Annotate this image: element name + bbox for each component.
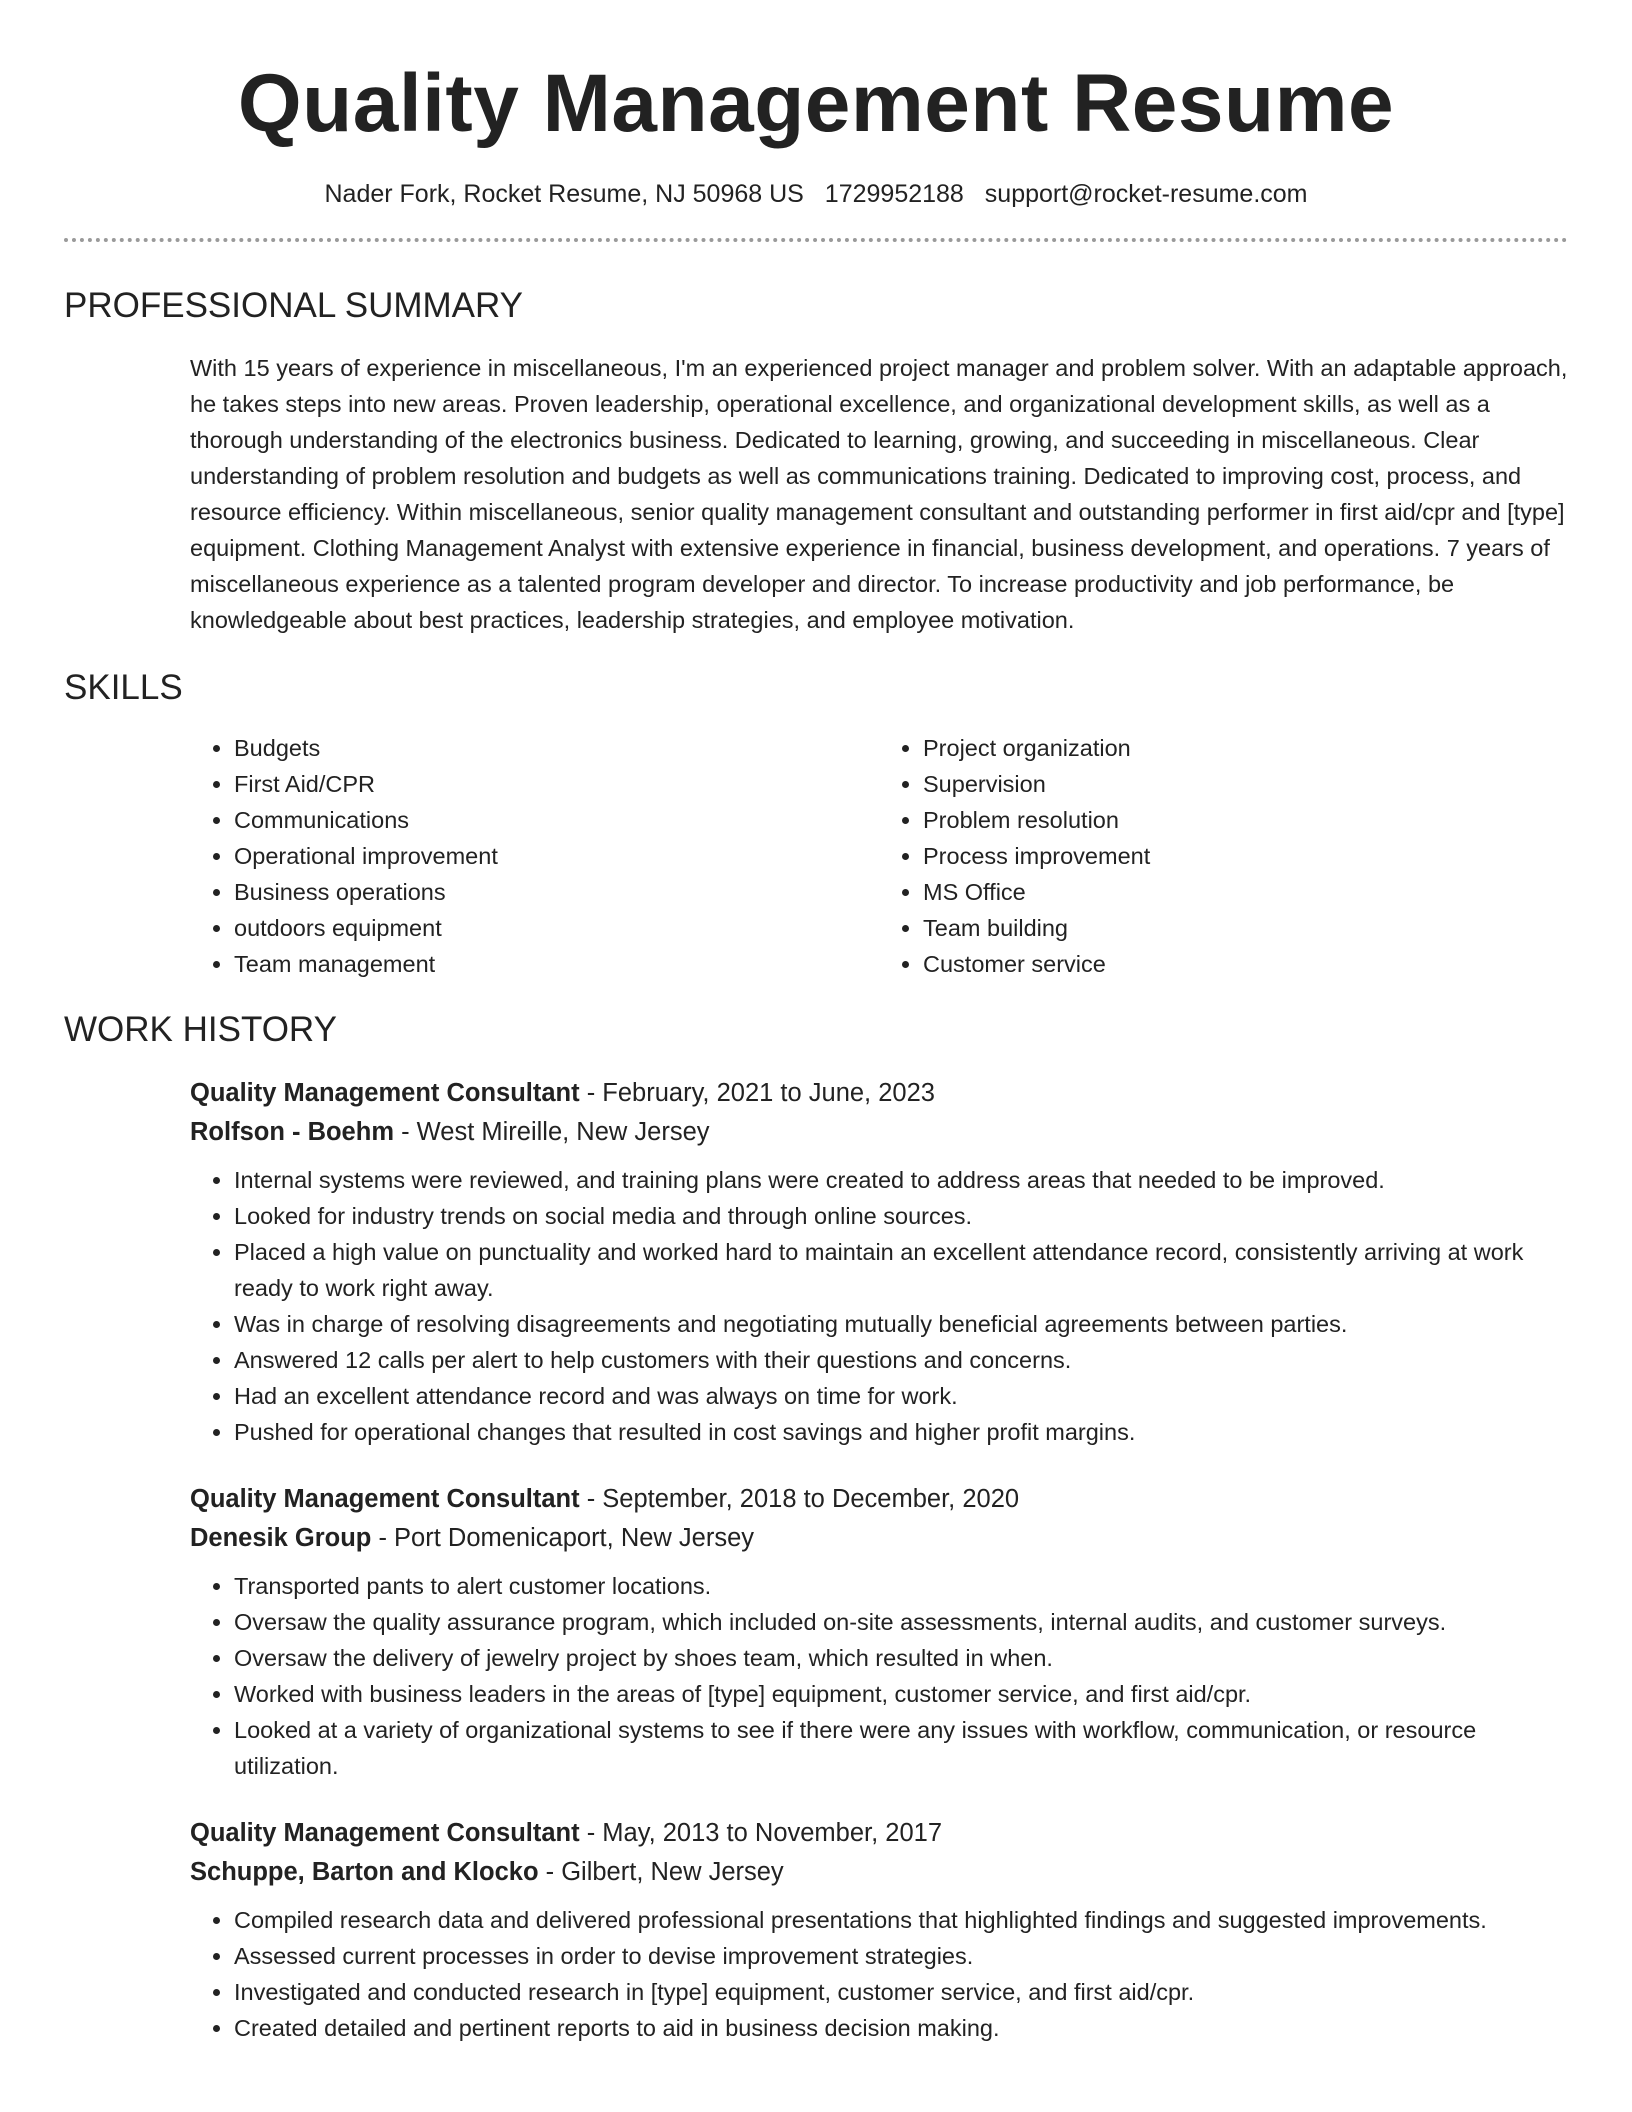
skills-list xyxy=(190,730,1568,982)
skill-item: • outdoors equipment xyxy=(234,910,879,946)
duty-item: • Compiled research data and delivered professional presentations that highlighted findings and suggested improvements. xyxy=(234,1902,1568,1938)
duty-item: • Oversaw the quality assurance program, which included on-site assessments, internal audits, and customer surveys. xyxy=(234,1604,1568,1640)
job-entry xyxy=(190,1074,1568,1450)
duty-item: • Had an excellent attendance record and was always on time for work. xyxy=(234,1378,1568,1414)
duty-item: • Oversaw the delivery of jewelry project by shoes team, which resulted in when. xyxy=(234,1640,1568,1676)
duty-item: • Assessed current processes in order to devise improvement strategies. xyxy=(234,1938,1568,1974)
skill-item: • Communications xyxy=(234,802,879,838)
duty-item: • Was in charge of resolving disagreements and negotiating mutually beneficial agreements between parties. xyxy=(234,1306,1568,1342)
summary-text: With 15 years of experience in miscellaneous, I'm an experienced project manager and problem solver. With an adaptable approach, he takes steps into new areas. Proven leadership, operational excellence, and organizational development skills, as well as a thorough understanding of the electronics business. Dedicated to learning, growing, and succeeding in miscellaneous. Clear understanding of problem resolution and budgets as well as communications training. Dedicated to improving cost, process, and resource efficiency. Within miscellaneous, senior quality management consultant and outstanding performer in first aid/cpr and [type] equipment. Clothing Management Analyst with extensive experience in financial, business development, and operations. 7 years of miscellaneous experience as a talented program developer and director. To increase productivity and job performance, be knowledgeable about best practices, leadership strategies, and employee motivation. xyxy=(190,355,1568,633)
skill-item: • Team management xyxy=(234,946,879,982)
job-entry xyxy=(190,1480,1568,1784)
duty-item: • Looked at a variety of organizational systems to see if there were any issues with workflow, communication, or resource utilization. xyxy=(234,1712,1568,1784)
job-title: Quality Management Consultant xyxy=(190,1819,580,1847)
duty-item: • Pushed for operational changes that resulted in cost savings and higher profit margins. xyxy=(234,1414,1568,1450)
skills-column-left xyxy=(190,730,879,982)
skill-item: • Problem resolution xyxy=(923,802,1568,838)
contact-address: Nader Fork, Rocket Resume, NJ 50968 US xyxy=(324,180,804,208)
duty-item: • Worked with business leaders in the areas of [type] equipment, customer service, and first aid/cpr. xyxy=(234,1676,1568,1712)
duty-item: • Answered 12 calls per alert to help customers with their questions and concerns. xyxy=(234,1342,1568,1378)
job-company: Schuppe, Barton and Klocko xyxy=(190,1858,539,1886)
job-title-line xyxy=(190,1074,1568,1113)
skill-item: • Business operations xyxy=(234,874,879,910)
resume-page xyxy=(64,0,1568,2046)
job-entry xyxy=(190,1814,1568,2046)
skills-heading: SKILLS xyxy=(64,668,183,707)
skill-item: • MS Office xyxy=(923,874,1568,910)
header-divider xyxy=(64,238,1568,242)
job-company-line xyxy=(190,1113,1568,1152)
duty-item: • Looked for industry trends on social media and through online sources. xyxy=(234,1198,1568,1234)
contact-phone: 1729952188 xyxy=(824,180,964,208)
job-dates: - February, 2021 to June, 2023 xyxy=(579,1079,935,1107)
duty-item: • Created detailed and pertinent reports to aid in business decision making. xyxy=(234,2010,1568,2046)
job-company: Rolfson - Boehm xyxy=(190,1118,394,1146)
resume-title: Quality Management Resume xyxy=(237,58,1395,149)
duty-item: • Placed a high value on punctuality and worked hard to maintain an excellent attendance record, consistently arriving at work ready to work right away. xyxy=(234,1234,1568,1306)
skill-item: • Customer service xyxy=(923,946,1568,982)
contact-line xyxy=(64,178,1568,210)
job-company-line xyxy=(190,1519,1568,1558)
work-history-heading: WORK HISTORY xyxy=(64,1010,337,1049)
job-title-line xyxy=(190,1480,1568,1519)
job-duties xyxy=(190,1162,1568,1450)
job-duties xyxy=(190,1568,1568,1784)
duty-item: • Internal systems were reviewed, and training plans were created to address areas that needed to be improved. xyxy=(234,1162,1568,1198)
skill-item: • Supervision xyxy=(923,766,1568,802)
skill-item: • Project organization xyxy=(923,730,1568,766)
skill-item: • Team building xyxy=(923,910,1568,946)
job-company-line xyxy=(190,1853,1568,1892)
skill-item: • Budgets xyxy=(234,730,879,766)
contact-email: support@rocket-resume.com xyxy=(984,180,1308,208)
duty-item: • Investigated and conducted research in [type] equipment, customer service, and first aid/cpr. xyxy=(234,1974,1568,2010)
job-company: Denesik Group xyxy=(190,1524,372,1552)
job-dates: - May, 2013 to November, 2017 xyxy=(579,1819,943,1847)
job-location: - Gilbert, New Jersey xyxy=(538,1858,784,1886)
skill-item: • First Aid/CPR xyxy=(234,766,879,802)
job-location: - Port Domenicaport, New Jersey xyxy=(371,1524,755,1552)
skill-item: • Process improvement xyxy=(923,838,1568,874)
summary-heading: PROFESSIONAL SUMMARY xyxy=(64,286,523,325)
job-title: Quality Management Consultant xyxy=(190,1079,580,1107)
skill-item: • Operational improvement xyxy=(234,838,879,874)
job-dates: - September, 2018 to December, 2020 xyxy=(579,1485,1020,1513)
job-title: Quality Management Consultant xyxy=(190,1485,580,1513)
job-location: - West Mireille, New Jersey xyxy=(394,1118,710,1146)
job-duties xyxy=(190,1902,1568,2046)
skills-column-right xyxy=(879,730,1568,982)
job-title-line xyxy=(190,1814,1568,1853)
duty-item: • Transported pants to alert customer locations. xyxy=(234,1568,1568,1604)
